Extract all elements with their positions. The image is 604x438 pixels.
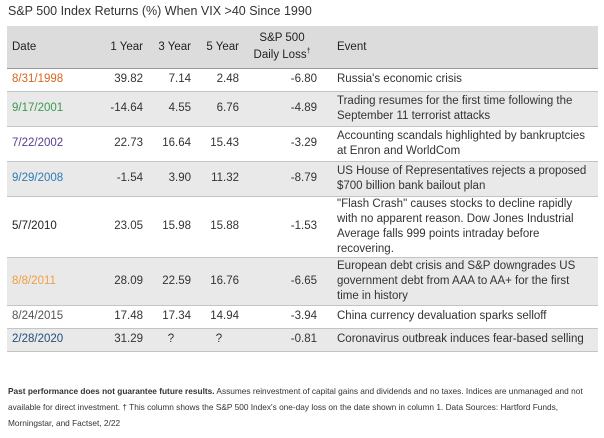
cell-three-year: 16.64: [147, 126, 195, 161]
cell-three-year: 3.90: [147, 161, 195, 196]
header-date: Date: [7, 26, 89, 68]
header-daily-loss-line2: Daily Loss: [253, 48, 307, 61]
cell-five-year: 14.94: [195, 305, 243, 328]
cell-date: 2/28/2020: [7, 328, 89, 351]
header-five-year: 5 Year: [195, 26, 243, 68]
cell-date: 7/22/2002: [7, 126, 89, 161]
cell-daily-loss: -0.81: [243, 328, 327, 351]
cell-date: 8/24/2015: [7, 305, 89, 328]
table-row: [7, 196, 598, 257]
cell-one-year: 22.73: [89, 126, 147, 161]
cell-event: Coronavirus outbreak induces fear-based selling: [327, 328, 598, 351]
cell-date: 8/31/1998: [7, 68, 89, 91]
table-row: [7, 91, 598, 126]
cell-date: 8/8/2011: [7, 257, 89, 305]
table-body: [7, 68, 598, 351]
chart-title: S&P 500 Index Returns (%) When VIX >40 Since 1990: [8, 4, 312, 18]
footnote: [8, 383, 598, 431]
header-event: Event: [327, 26, 598, 68]
cell-three-year: 7.14: [147, 68, 195, 91]
returns-table: [7, 26, 598, 352]
cell-three-year: 22.59: [147, 257, 195, 305]
cell-three-year: ?: [147, 328, 195, 351]
header-three-year: 3 Year: [147, 26, 195, 68]
cell-one-year: -1.54: [89, 161, 147, 196]
cell-daily-loss: -3.94: [243, 305, 327, 328]
table-row: [7, 161, 598, 196]
cell-three-year: 4.55: [147, 91, 195, 126]
cell-five-year: 6.76: [195, 91, 243, 126]
cell-three-year: 15.98: [147, 196, 195, 257]
cell-event: Accounting scandals highlighted by bankruptcies at Enron and WorldCom: [327, 126, 598, 161]
cell-five-year: 15.88: [195, 196, 243, 257]
table-row: [7, 126, 598, 161]
cell-five-year: ?: [195, 328, 243, 351]
cell-daily-loss: -1.53: [243, 196, 327, 257]
cell-event: US House of Representatives rejects a proposed $700 billion bank bailout plan: [327, 161, 598, 196]
cell-one-year: 39.82: [89, 68, 147, 91]
cell-daily-loss: -6.65: [243, 257, 327, 305]
table-header-row: [7, 26, 598, 68]
cell-event: Trading resumes for the first time following the September 11 terrorist attacks: [327, 91, 598, 126]
cell-event: European debt crisis and S&P downgrades US government debt from AAA to AA+ for the first time in history: [327, 257, 598, 305]
table-row: [7, 68, 598, 91]
cell-event: China currency devaluation sparks selloff: [327, 305, 598, 328]
table-row: [7, 328, 598, 351]
cell-one-year: 31.29: [89, 328, 147, 351]
cell-five-year: 2.48: [195, 68, 243, 91]
header-daily-loss-line1: S&P 500: [259, 31, 305, 44]
footnote-line-1: [8, 383, 598, 399]
cell-event: "Flash Crash" causes stocks to decline rapidly with no apparent reason. Dow Jones Industrial Average falls 999 points intraday before recovering.: [327, 196, 598, 257]
footnote-line-2: available for direct investment. † This column shows the S&P 500 Index's one-day loss on the date shown in column 1. Data Sources: Hartford Funds,: [8, 402, 559, 412]
cell-five-year: 15.43: [195, 126, 243, 161]
header-one-year: 1 Year: [89, 26, 147, 68]
footnote-line-1-rest: Assumes reinvestment of capital gains and dividends and no taxes. Indices are unmanaged and not: [214, 386, 583, 396]
cell-date: 9/17/2001: [7, 91, 89, 126]
cell-one-year: 17.48: [89, 305, 147, 328]
cell-event: Russia's economic crisis: [327, 68, 598, 91]
table-row: [7, 257, 598, 305]
cell-five-year: 16.76: [195, 257, 243, 305]
cell-daily-loss: -8.79: [243, 161, 327, 196]
cell-one-year: -14.64: [89, 91, 147, 126]
dagger-mark: †: [306, 47, 311, 55]
cell-daily-loss: -6.80: [243, 68, 327, 91]
cell-one-year: 23.05: [89, 196, 147, 257]
cell-daily-loss: -4.89: [243, 91, 327, 126]
cell-daily-loss: -3.29: [243, 126, 327, 161]
cell-one-year: 28.09: [89, 257, 147, 305]
cell-three-year: 17.34: [147, 305, 195, 328]
cell-five-year: 11.32: [195, 161, 243, 196]
header-daily-loss: [243, 26, 327, 68]
cell-date: 9/29/2008: [7, 161, 89, 196]
footnote-disclaimer-bold: Past performance does not guarantee future results.: [8, 386, 215, 396]
footnote-line-3: Morningstar, and Factset, 2/22: [8, 418, 121, 428]
cell-date: 5/7/2010: [7, 196, 89, 257]
table-row: [7, 305, 598, 328]
